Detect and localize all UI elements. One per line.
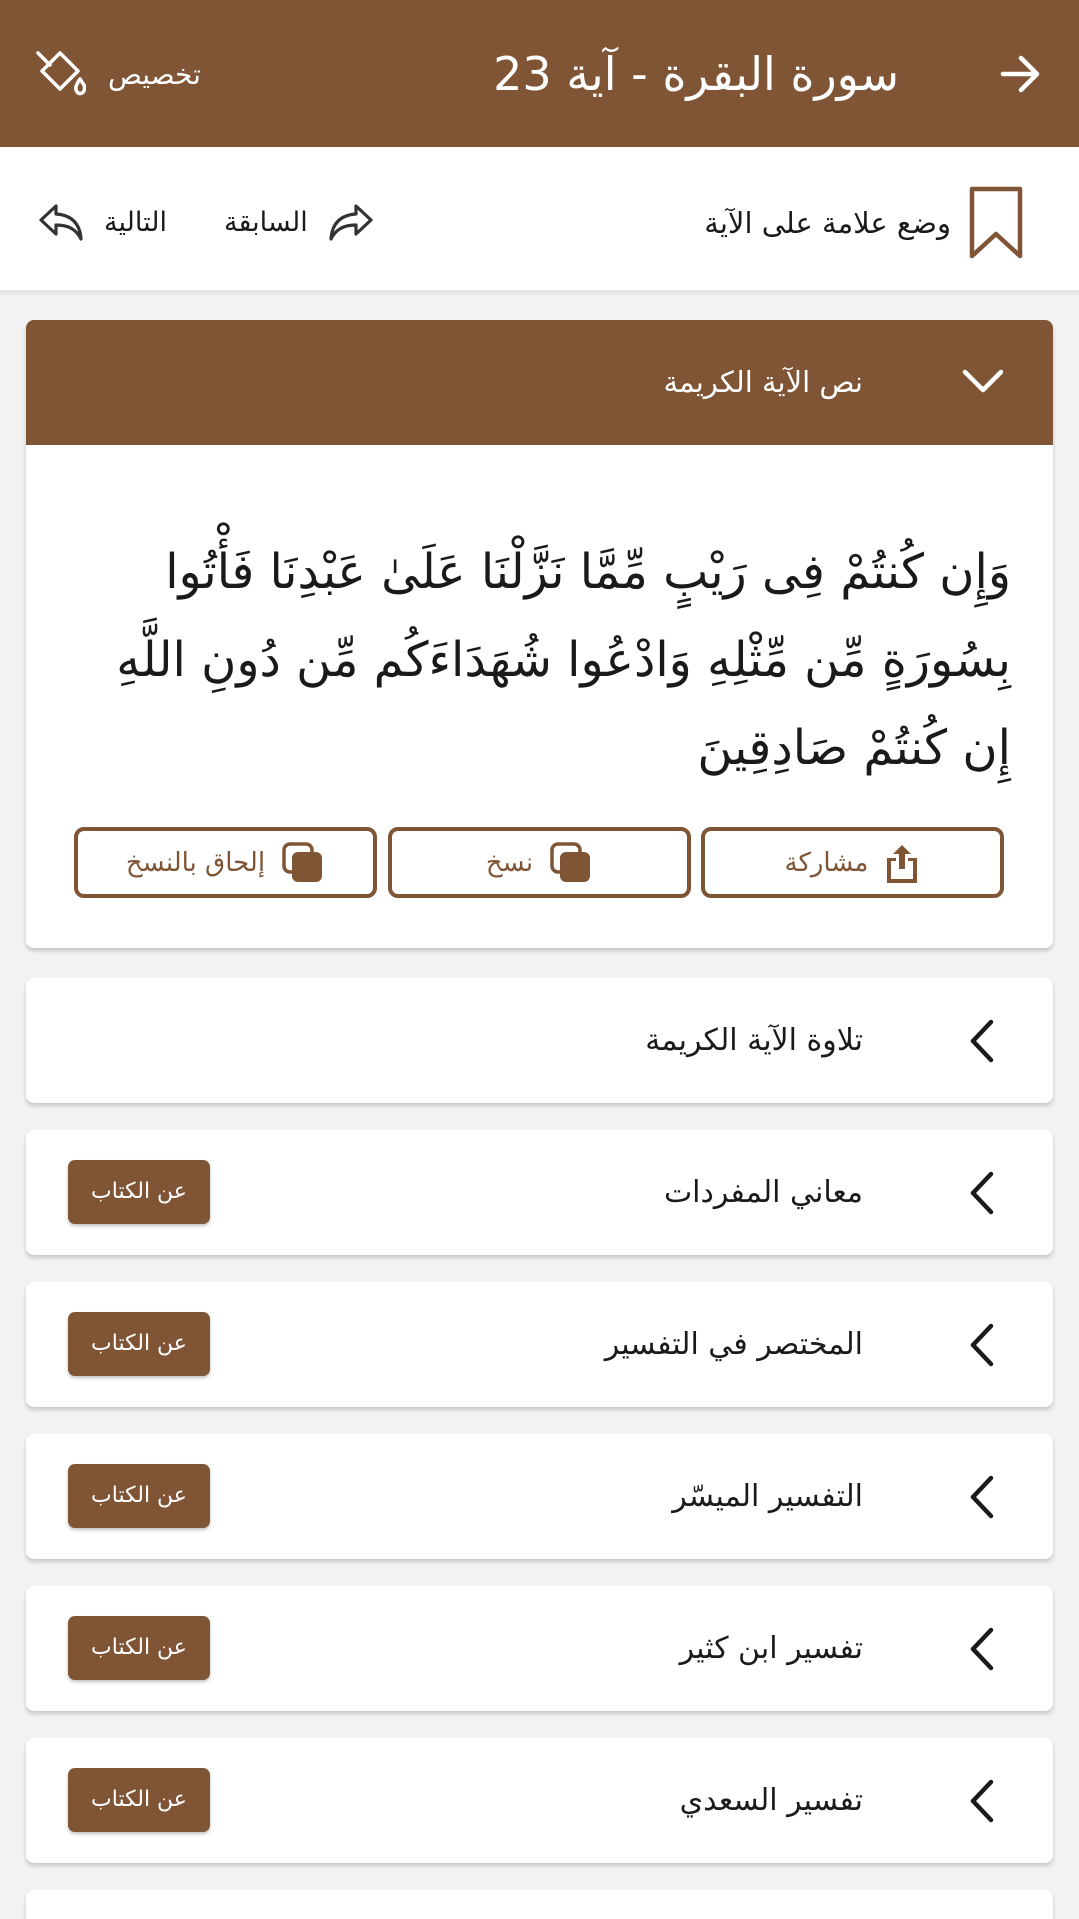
bookmark-icon — [969, 186, 1023, 260]
next-verse-button[interactable] — [38, 197, 167, 247]
copy-icon — [549, 841, 593, 885]
back-button[interactable] — [991, 44, 1051, 104]
bookmark-label: وضع علامة على الآية — [704, 206, 951, 240]
arrow-right-icon — [999, 54, 1043, 94]
chevron-left-icon — [967, 1626, 997, 1672]
next-label: التالية — [104, 206, 167, 238]
chevron-left-icon — [967, 1170, 997, 1216]
about-book-button[interactable]: عن الكتاب — [68, 1464, 210, 1528]
about-book-button[interactable]: عن الكتاب — [68, 1768, 210, 1832]
previous-verse-button[interactable] — [224, 197, 374, 247]
verse-text: وَإِن كُنتُمْ فِى رَيْبٍ مِّمَّا نَزَّلْنَا عَلَىٰ عَبْدِنَا فَأْتُوا بِسُورَةٍ مِّن مِّثْلِهِ وَادْعُوا شُهَدَاءَكُم مِّن دُونِ اللَّهِ إِن كُنتُمْ صَادِقِينَ — [116, 544, 1011, 776]
section-title: المختصر في التفسير — [604, 1327, 863, 1362]
section-title: تفسير السعدي — [679, 1783, 863, 1818]
verse-toolbar — [0, 147, 1079, 295]
verse-card-title: نص الآية الكريمة — [663, 365, 863, 399]
copy-append-icon — [281, 841, 325, 885]
section-mukhtasar[interactable] — [26, 1282, 1053, 1407]
share-forward-icon — [328, 202, 374, 242]
chevron-left-icon — [967, 1778, 997, 1824]
section-saadi[interactable] — [26, 1738, 1053, 1863]
share-button[interactable] — [701, 827, 1004, 898]
toolbar-divider — [0, 290, 1079, 298]
paint-bucket-icon — [36, 49, 86, 99]
verse-card — [26, 320, 1053, 948]
copy-button[interactable] — [388, 827, 691, 898]
section-ibn-kathir[interactable] — [26, 1586, 1053, 1711]
app-bar — [0, 0, 1079, 147]
append-copy-label: إلحاق بالنسخ — [125, 847, 266, 878]
section-muyassar[interactable] — [26, 1434, 1053, 1559]
share-icon — [884, 842, 920, 884]
section-title: معاني المفردات — [663, 1175, 863, 1210]
about-book-button[interactable]: عن الكتاب — [68, 1312, 210, 1376]
section-title: تفسير ابن كثير — [679, 1631, 863, 1666]
chevron-left-icon — [967, 1474, 997, 1520]
chevron-left-icon — [967, 1018, 997, 1064]
section-next-partial[interactable] — [26, 1890, 1053, 1919]
section-title: التفسير الميسّر — [672, 1479, 863, 1514]
page-title: سورة البقرة - آية 23 — [493, 47, 899, 101]
bookmark-button[interactable] — [704, 183, 1023, 263]
verse-card-header[interactable] — [26, 320, 1053, 445]
customize-button[interactable] — [36, 46, 201, 102]
share-label: مشاركة — [784, 847, 869, 878]
chevron-down-icon[interactable] — [961, 364, 1005, 400]
customize-label: تخصيص — [108, 57, 201, 91]
copy-label: نسخ — [485, 847, 534, 878]
previous-label: السابقة — [224, 206, 308, 238]
about-book-button[interactable]: عن الكتاب — [68, 1616, 210, 1680]
chevron-left-icon — [967, 1322, 997, 1368]
append-copy-button[interactable] — [74, 827, 377, 898]
section-recitation[interactable] — [26, 978, 1053, 1103]
reply-back-icon — [38, 202, 84, 242]
section-title: تلاوة الآية الكريمة — [645, 1023, 863, 1058]
about-book-button[interactable]: عن الكتاب — [68, 1160, 210, 1224]
section-word-meanings[interactable] — [26, 1130, 1053, 1255]
